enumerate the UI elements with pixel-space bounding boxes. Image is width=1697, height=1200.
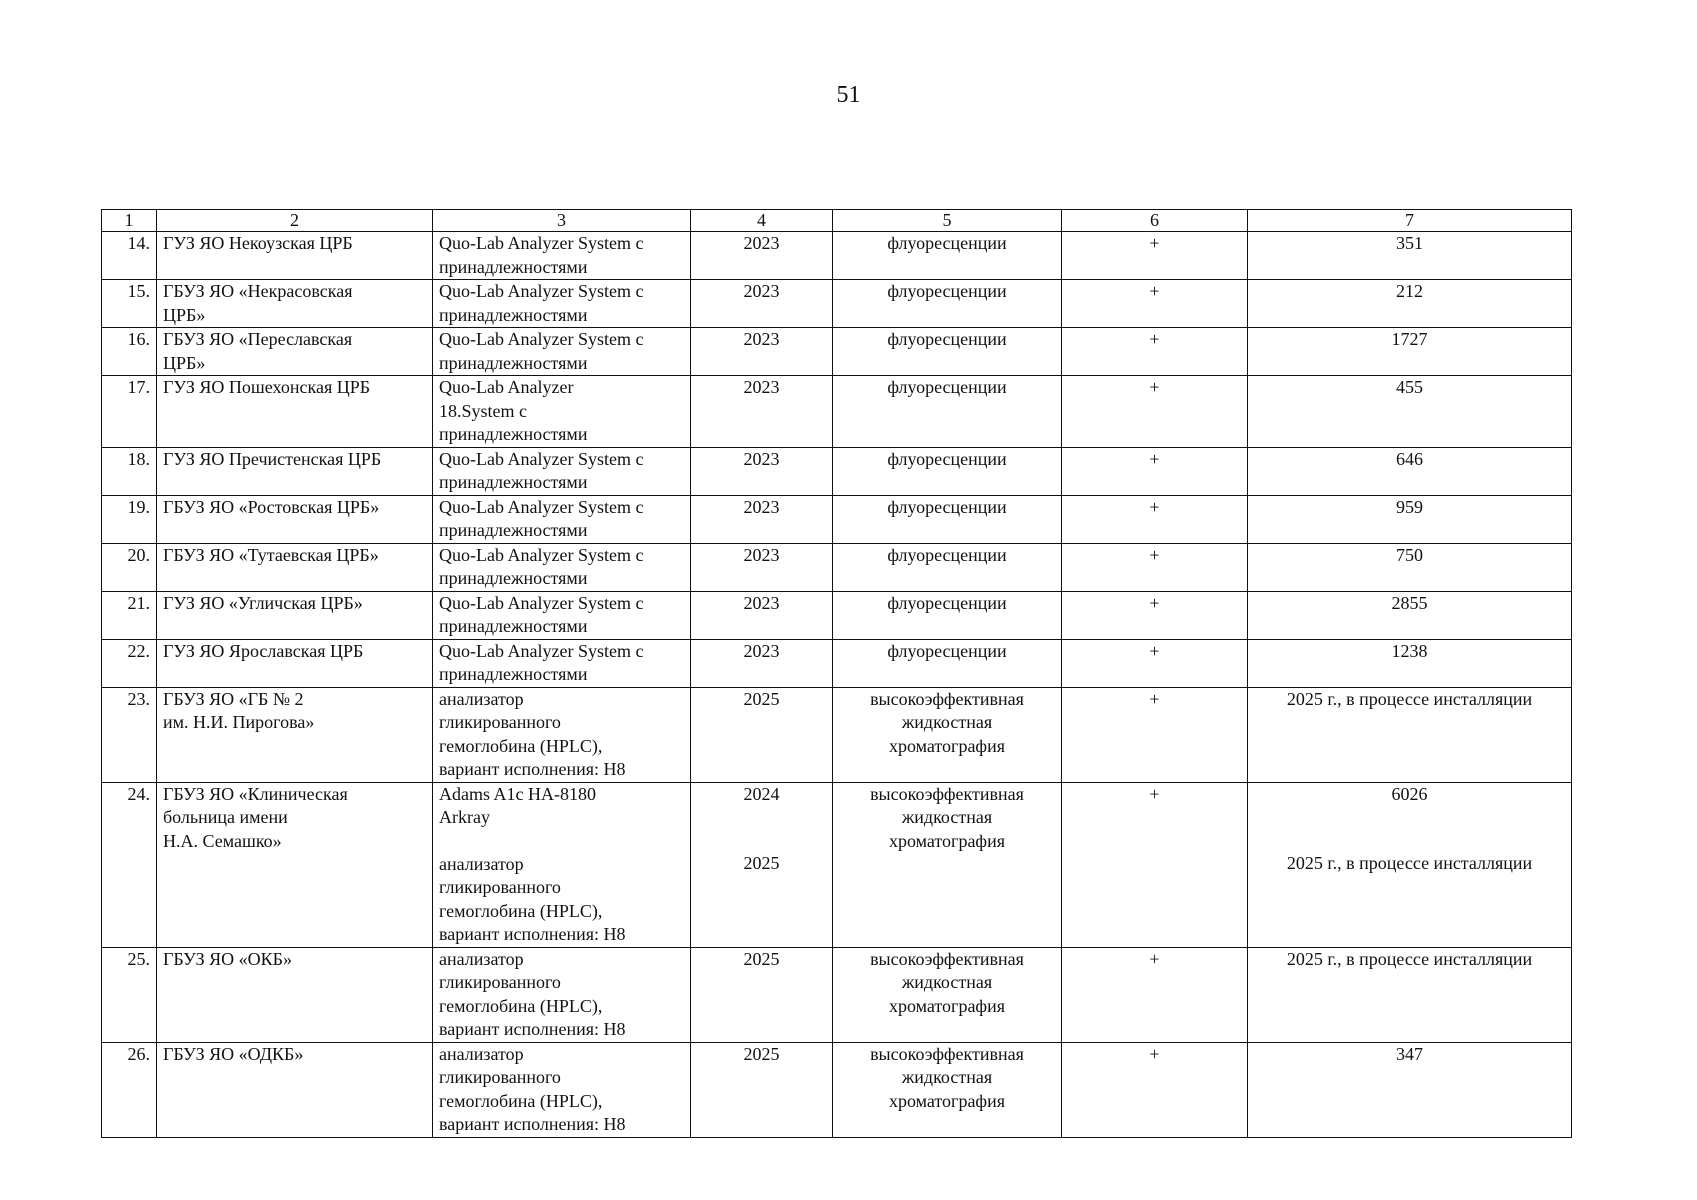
- row-number-cell: 22.: [102, 639, 157, 687]
- column-header: 7: [1248, 210, 1572, 232]
- cell-line: 2023: [743, 329, 780, 349]
- cell-line: принадлежностями: [439, 616, 588, 636]
- cell-line: 1238: [1391, 640, 1428, 661]
- cell-line: принадлежностями: [439, 304, 588, 325]
- table-row: [102, 376, 1572, 448]
- year-cell: [691, 543, 833, 591]
- cell-line: 2023: [743, 544, 780, 565]
- cell-line: флуоресценции: [887, 592, 1007, 613]
- device-cell: [433, 376, 691, 448]
- table-row: [102, 280, 1572, 328]
- quantity-cell: [1248, 495, 1572, 543]
- year-cell: [691, 639, 833, 687]
- cell-spacer: [1254, 829, 1565, 852]
- row-number-cell: 25.: [102, 947, 157, 1042]
- cell-line: Adams A1c HA-8180: [439, 783, 596, 804]
- header-row: [102, 210, 1572, 232]
- cell-line: Н.А. Семашко»: [163, 830, 282, 851]
- cell-line: Quo-Lab Analyzer: [439, 377, 574, 397]
- cell-line: жидкостная: [901, 1067, 993, 1087]
- cell-line: 212: [1396, 281, 1423, 301]
- cell-line: флуоресценции: [887, 233, 1007, 253]
- cell-line: ГУЗ ЯО Ярославская ЦРБ: [163, 640, 364, 661]
- cell-line: высокоэффективная: [870, 783, 1024, 804]
- organization-cell: [157, 328, 433, 376]
- row-number-cell: 17.: [102, 376, 157, 448]
- method-cell: [833, 376, 1062, 448]
- cell-spacer: [439, 830, 684, 853]
- year-cell: [691, 1042, 833, 1137]
- organization-cell: [157, 543, 433, 591]
- quantity-cell: [1248, 591, 1572, 639]
- cell-line: 646: [1396, 448, 1423, 469]
- method-cell: [833, 591, 1062, 639]
- cell-line: 750: [1396, 544, 1423, 565]
- cell-line: 2023: [743, 448, 780, 469]
- table-row: [102, 687, 1572, 782]
- cell-line: ГБУЗ ЯО «Ростовская ЦРБ»: [163, 496, 380, 517]
- row-number-cell: 26.: [102, 1042, 157, 1137]
- cell-line: флуоресценции: [887, 448, 1007, 469]
- quantity-cell: [1248, 687, 1572, 782]
- method-cell: [833, 232, 1062, 280]
- method-cell: [833, 495, 1062, 543]
- cell-line: флуоресценции: [887, 377, 1007, 397]
- mark-cell: +: [1062, 782, 1248, 947]
- mark-cell: +: [1062, 543, 1248, 591]
- organization-cell: [157, 639, 433, 687]
- cell-line: 2023: [743, 281, 780, 301]
- cell-line: гликированного: [439, 877, 561, 897]
- cell-line: высокоэффективная: [870, 1043, 1024, 1064]
- device-cell: [433, 280, 691, 328]
- cell-line: 2023: [743, 592, 780, 613]
- cell-line: 2025: [743, 853, 780, 873]
- cell-line: высокоэффективная: [870, 948, 1024, 969]
- organization-cell: [157, 591, 433, 639]
- cell-line: больница имени: [163, 807, 288, 827]
- cell-line: гликированного: [439, 972, 561, 992]
- cell-line: гемоглобина (HPLC),: [439, 735, 603, 756]
- year-cell: [691, 591, 833, 639]
- method-cell: [833, 543, 1062, 591]
- cell-line: принадлежностями: [439, 664, 588, 684]
- method-cell: [833, 1042, 1062, 1137]
- table-row: [102, 947, 1572, 1042]
- cell-line: флуоресценции: [887, 496, 1007, 517]
- cell-line: ЦРБ»: [163, 352, 206, 373]
- cell-line: Quo-Lab Analyzer System с: [439, 448, 644, 469]
- cell-line: Quo-Lab Analyzer System с: [439, 329, 644, 349]
- mark-cell: +: [1062, 687, 1248, 782]
- organization-cell: [157, 947, 433, 1042]
- row-number-cell: 20.: [102, 543, 157, 591]
- cell-line: ГБУЗ ЯО «ОКБ»: [163, 948, 292, 969]
- year-cell: [691, 495, 833, 543]
- column-header: 1: [102, 210, 157, 232]
- cell-line: гемоглобина (HPLC),: [439, 900, 603, 921]
- organization-cell: [157, 280, 433, 328]
- cell-line: 2023: [743, 640, 780, 661]
- method-cell: [833, 328, 1062, 376]
- cell-line: 2023: [743, 496, 780, 517]
- page-number: 51: [836, 82, 861, 108]
- year-cell: [691, 947, 833, 1042]
- cell-line: 2855: [1391, 592, 1428, 613]
- cell-line: Quo-Lab Analyzer System с: [439, 592, 644, 613]
- cell-line: вариант исполнения: H8: [439, 1114, 626, 1134]
- cell-line: ГБУЗ ЯО «ГБ № 2: [163, 688, 304, 709]
- device-cell: [433, 947, 691, 1042]
- table-row: [102, 639, 1572, 687]
- table-row: [102, 782, 1572, 947]
- device-cell: [433, 447, 691, 495]
- mark-cell: +: [1062, 280, 1248, 328]
- cell-line: 6026: [1391, 783, 1428, 804]
- organization-cell: [157, 782, 433, 947]
- mark-cell: +: [1062, 495, 1248, 543]
- table-row: [102, 495, 1572, 543]
- cell-line: анализатор: [439, 688, 524, 709]
- mark-cell: +: [1062, 1042, 1248, 1137]
- mark-cell: +: [1062, 947, 1248, 1042]
- cell-line: 2023: [743, 377, 780, 397]
- year-cell: [691, 447, 833, 495]
- cell-line: 455: [1396, 377, 1423, 397]
- cell-line: жидкостная: [901, 712, 993, 732]
- cell-line: хроматография: [888, 995, 1006, 1016]
- table-row: [102, 447, 1572, 495]
- quantity-cell: [1248, 1042, 1572, 1137]
- cell-line: флуоресценции: [887, 544, 1007, 565]
- cell-line: 2025 г., в процессе инсталляции: [1286, 853, 1533, 873]
- year-cell: [691, 280, 833, 328]
- column-header: 5: [833, 210, 1062, 232]
- column-header: 3: [433, 210, 691, 232]
- row-number-cell: 16.: [102, 328, 157, 376]
- quantity-cell: [1248, 782, 1572, 947]
- cell-line: хроматография: [888, 735, 1006, 756]
- cell-line: им. Н.И. Пирогова»: [163, 712, 315, 732]
- quantity-cell: [1248, 947, 1572, 1042]
- device-cell: [433, 495, 691, 543]
- device-cell: [433, 639, 691, 687]
- device-cell: [433, 328, 691, 376]
- row-number-cell: 21.: [102, 591, 157, 639]
- cell-line: принадлежностями: [439, 424, 588, 444]
- cell-line: 18.System с: [439, 400, 527, 421]
- quantity-cell: [1248, 280, 1572, 328]
- cell-line: 2025 г., в процессе инсталляции: [1286, 948, 1533, 969]
- cell-line: принадлежностями: [439, 256, 588, 277]
- cell-spacer: [697, 829, 826, 852]
- device-cell: [433, 782, 691, 947]
- table-row: [102, 328, 1572, 376]
- method-cell: [833, 947, 1062, 1042]
- cell-line: 2023: [743, 233, 780, 253]
- cell-line: анализатор: [439, 853, 524, 874]
- cell-spacer: [1254, 806, 1565, 829]
- cell-line: 2024: [743, 783, 780, 804]
- organization-cell: [157, 447, 433, 495]
- cell-line: Quo-Lab Analyzer System с: [439, 281, 644, 301]
- cell-line: Arkray: [439, 807, 490, 827]
- cell-line: анализатор: [439, 948, 524, 969]
- year-cell: [691, 782, 833, 947]
- method-cell: [833, 639, 1062, 687]
- row-number-cell: 23.: [102, 687, 157, 782]
- quantity-cell: [1248, 232, 1572, 280]
- cell-line: хроматография: [888, 830, 1006, 851]
- cell-line: гликированного: [439, 1067, 561, 1087]
- cell-line: 351: [1396, 233, 1423, 253]
- method-cell: [833, 782, 1062, 947]
- cell-line: высокоэффективная: [870, 688, 1024, 709]
- device-cell: [433, 232, 691, 280]
- cell-line: ГУЗ ЯО Некоузская ЦРБ: [163, 233, 353, 253]
- mark-cell: +: [1062, 639, 1248, 687]
- organization-cell: [157, 232, 433, 280]
- cell-line: Quo-Lab Analyzer System с: [439, 496, 644, 517]
- cell-line: 347: [1396, 1043, 1423, 1064]
- cell-line: вариант исполнения: H8: [439, 1019, 626, 1039]
- cell-line: ЦРБ»: [163, 304, 206, 325]
- column-header: 2: [157, 210, 433, 232]
- table-row: [102, 232, 1572, 280]
- cell-line: 2025: [743, 688, 780, 709]
- table-row: [102, 543, 1572, 591]
- quantity-cell: [1248, 543, 1572, 591]
- cell-line: флуоресценции: [887, 640, 1007, 661]
- quantity-cell: [1248, 328, 1572, 376]
- device-cell: [433, 1042, 691, 1137]
- cell-line: 2025: [743, 1043, 780, 1064]
- organization-cell: [157, 687, 433, 782]
- cell-line: ГУЗ ЯО Пречистенская ЦРБ: [163, 448, 382, 469]
- quantity-cell: [1248, 447, 1572, 495]
- cell-line: ГУЗ ЯО «Угличская ЦРБ»: [163, 592, 363, 613]
- cell-line: ГБУЗ ЯО «Клиническая: [163, 783, 348, 804]
- cell-line: вариант исполнения: H8: [439, 924, 626, 944]
- cell-line: жидкостная: [901, 972, 993, 992]
- cell-line: принадлежностями: [439, 568, 588, 588]
- cell-line: флуоресценции: [887, 281, 1007, 301]
- table-body: [102, 232, 1572, 1138]
- mark-cell: +: [1062, 328, 1248, 376]
- device-cell: [433, 687, 691, 782]
- cell-spacer: [697, 806, 826, 829]
- quantity-cell: [1248, 639, 1572, 687]
- year-cell: [691, 328, 833, 376]
- cell-line: гликированного: [439, 712, 561, 732]
- cell-line: флуоресценции: [887, 329, 1007, 349]
- cell-line: Quo-Lab Analyzer System с: [439, 544, 644, 565]
- cell-line: ГБУЗ ЯО «Переславская: [163, 329, 353, 349]
- device-cell: [433, 591, 691, 639]
- year-cell: [691, 687, 833, 782]
- cell-line: вариант исполнения: H8: [439, 759, 626, 779]
- organization-cell: [157, 495, 433, 543]
- cell-line: Quo-Lab Analyzer System с: [439, 233, 644, 253]
- cell-line: хроматография: [888, 1090, 1006, 1111]
- cell-line: анализатор: [439, 1043, 524, 1064]
- cell-line: гемоглобина (HPLC),: [439, 995, 603, 1016]
- column-header: 6: [1062, 210, 1248, 232]
- cell-line: 2025: [743, 948, 780, 969]
- mark-cell: +: [1062, 376, 1248, 448]
- row-number-cell: 18.: [102, 447, 157, 495]
- row-number-cell: 15.: [102, 280, 157, 328]
- mark-cell: +: [1062, 447, 1248, 495]
- cell-line: ГУЗ ЯО Пошехонская ЦРБ: [163, 377, 371, 397]
- cell-line: ГБУЗ ЯО «Тутаевская ЦРБ»: [163, 544, 379, 565]
- cell-line: принадлежностями: [439, 472, 588, 492]
- organization-cell: [157, 1042, 433, 1137]
- cell-line: Quo-Lab Analyzer System с: [439, 640, 644, 661]
- row-number-cell: 24.: [102, 782, 157, 947]
- method-cell: [833, 280, 1062, 328]
- table-row: [102, 1042, 1572, 1137]
- device-cell: [433, 543, 691, 591]
- cell-line: жидкостная: [901, 807, 993, 827]
- cell-line: 1727: [1391, 329, 1428, 349]
- year-cell: [691, 232, 833, 280]
- mark-cell: +: [1062, 232, 1248, 280]
- cell-line: ГБУЗ ЯО «Некрасовская: [163, 281, 353, 301]
- cell-line: принадлежностями: [439, 352, 588, 373]
- cell-line: принадлежностями: [439, 520, 588, 540]
- method-cell: [833, 447, 1062, 495]
- cell-line: 959: [1396, 496, 1423, 517]
- cell-line: гемоглобина (HPLC),: [439, 1090, 603, 1111]
- method-cell: [833, 687, 1062, 782]
- column-header: 4: [691, 210, 833, 232]
- row-number-cell: 19.: [102, 495, 157, 543]
- equipment-table: [101, 209, 1572, 1138]
- organization-cell: [157, 376, 433, 448]
- row-number-cell: 14.: [102, 232, 157, 280]
- year-cell: [691, 376, 833, 448]
- table-row: [102, 591, 1572, 639]
- cell-line: 2025 г., в процессе инсталляции: [1286, 688, 1533, 709]
- quantity-cell: [1248, 376, 1572, 448]
- cell-line: ГБУЗ ЯО «ОДКБ»: [163, 1043, 304, 1064]
- mark-cell: +: [1062, 591, 1248, 639]
